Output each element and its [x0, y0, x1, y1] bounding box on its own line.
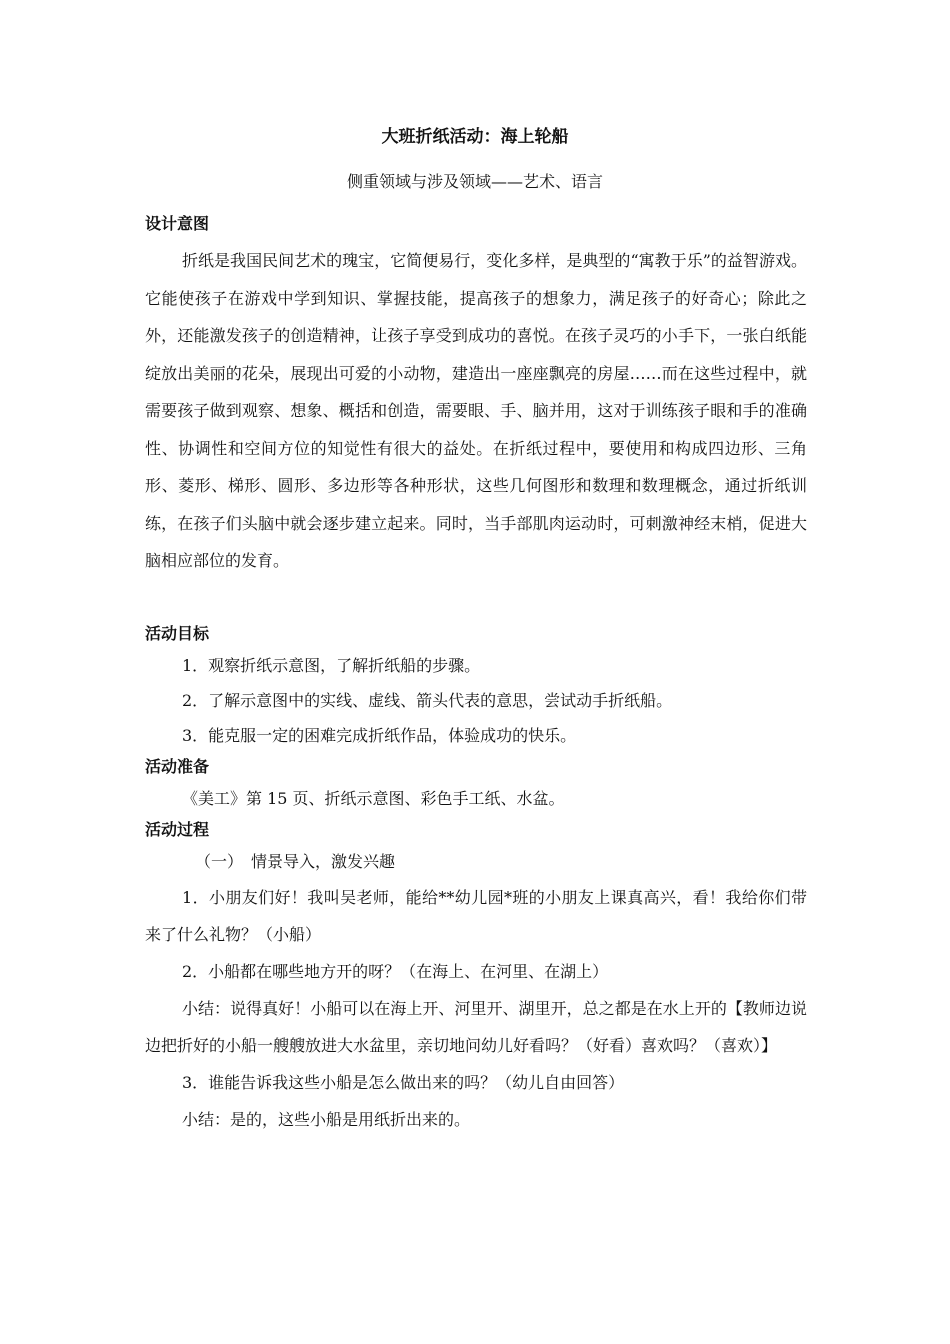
- page-subtitle: 侧重领域与涉及领域——艺术、语言: [346, 172, 603, 191]
- process-summary: 小结：说得真好！小船可以在海上开、河里开、湖里开，总之都是在水上开的【教师边说边把折好的小船一艘艘放进大水盆里，亲切地问幼儿好看吗？（好看）喜欢吗？（喜欢）】: [145, 998, 807, 1055]
- heading-preparation: 活动准备: [145, 756, 210, 776]
- process-paragraph: 3．谁能告诉我这些小船是怎么做出来的吗？（幼儿自由回答）: [182, 1072, 625, 1092]
- heading-goals: 活动目标: [145, 623, 210, 643]
- goal-item: 2．了解示意图中的实线、虚线、箭头代表的意思，尝试动手折纸船。: [182, 690, 673, 710]
- goal-item: 3．能克服一定的困难完成折纸作品，体验成功的快乐。: [182, 725, 577, 745]
- process-paragraph: 2．小船都在哪些地方开的呀？（在海上、在河里、在湖上）: [182, 961, 609, 981]
- goal-item: 1．观察折纸示意图，了解折纸船的步骤。: [182, 655, 481, 675]
- page-title: 大班折纸活动：海上轮船: [381, 127, 569, 147]
- process-summary: 小结：是的，这些小船是用纸折出来的。: [182, 1109, 471, 1129]
- process-paragraph: 1．小朋友们好！我叫吴老师，能给**幼儿园*班的小朋友上课真高兴，看！我给你们带来了什么礼物？（小船）: [145, 887, 807, 944]
- process-section-heading: （一） 情景导入，激发兴趣: [195, 851, 396, 871]
- heading-design-intent: 设计意图: [145, 214, 210, 233]
- document-body: [145, 210, 807, 1138]
- heading-process: 活动过程: [145, 819, 210, 839]
- preparation-text: 《美工》第 15 页、折纸示意图、彩色手工纸、水盆。: [182, 788, 565, 808]
- design-intent-paragraph: 折纸是我国民间艺术的瑰宝，它简便易行，变化多样，是典型的“寓教于乐”的益智游戏。它能使孩子在游戏中学到知识、掌握技能，提高孩子的想象力，满足孩子的好奇心；除此之外，还能激发孩子的创造精神，让孩子享受到成功的喜悦。在孩子灵巧的小手下，一张白纸能绽放出美丽的花朵，展现出可爱的小动物，建造出一座座飘亮的房屋……而在这些过程中，就需要孩子做到观察、想象、概括和创造，需要眼、手、脑并用，这对于训练孩子眼和手的准确性、协调性和空间方位的知觉性有很大的益处。在折纸过程中，要使用和构成四边形、三角形、菱形、梯形、圆形、多边形等各种形状，这些几何图形和数理和数理概念，通过折纸训练，在孩子们头脑中就会逐步建立起来。同时，当手部肌肉运动时，可刺激神经末梢，促进大脑相应部位的发育。: [145, 251, 807, 570]
